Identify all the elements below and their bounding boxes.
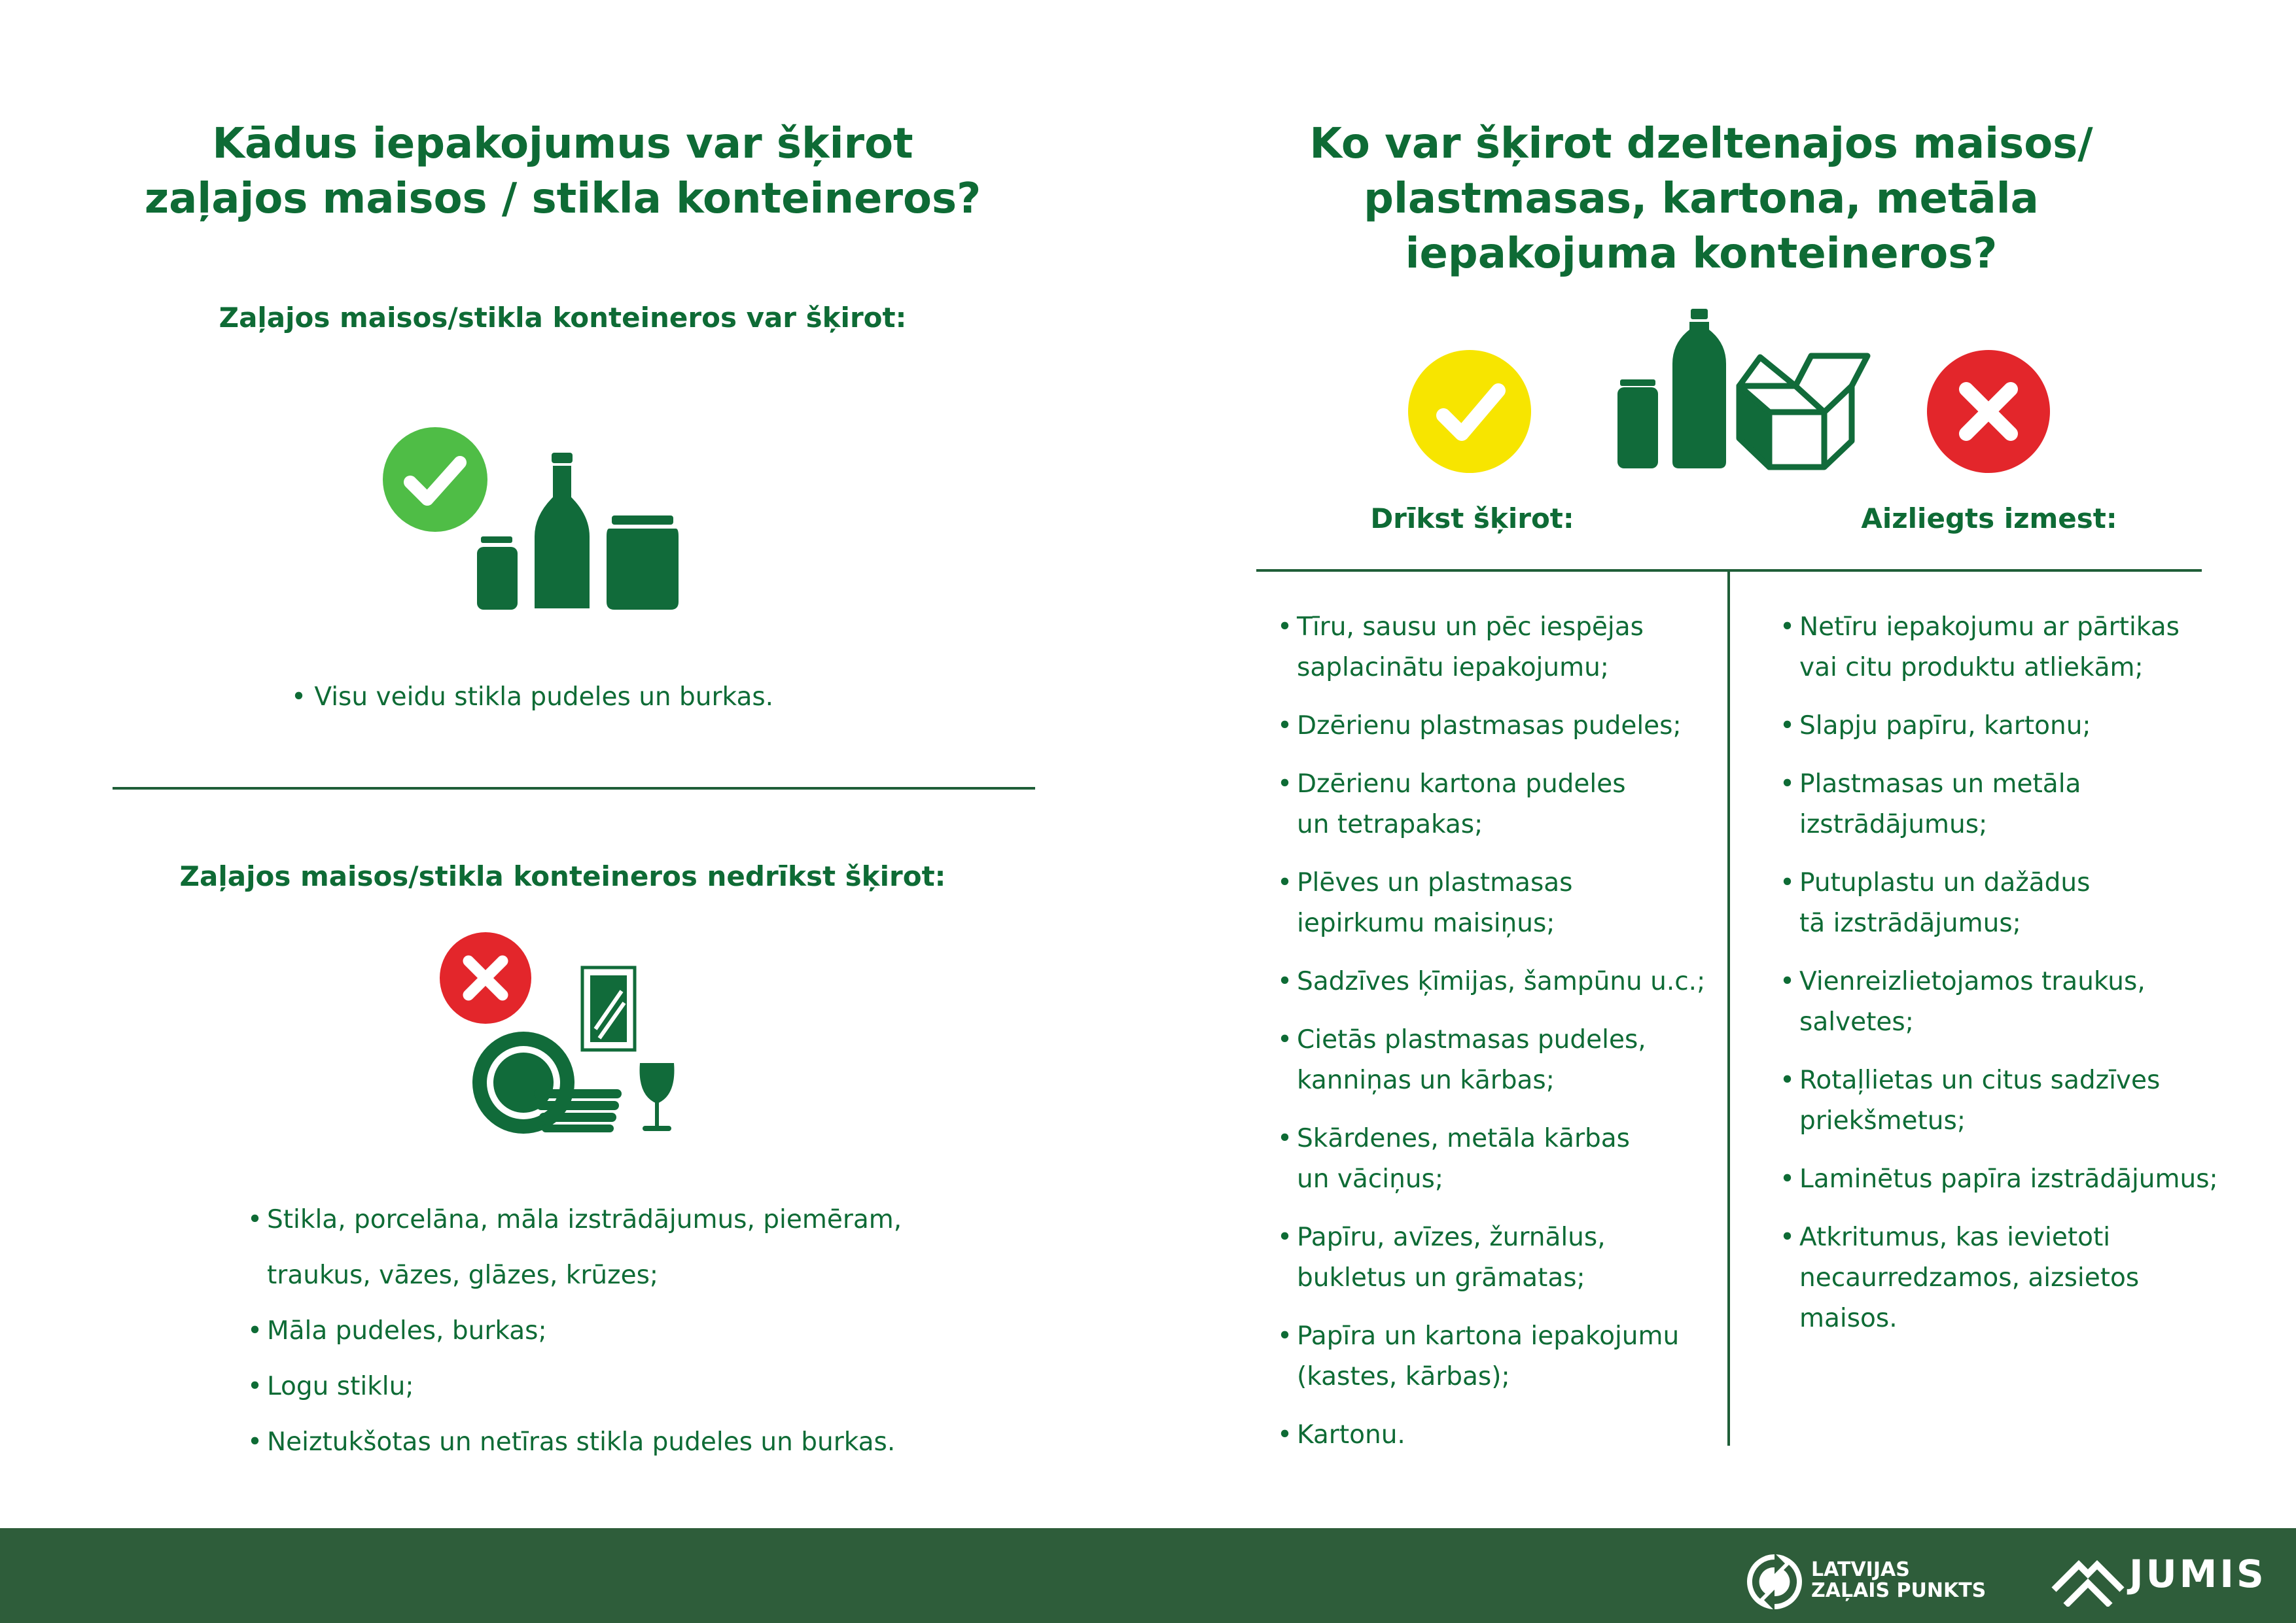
list-item	[1277, 863, 1722, 944]
list-item-line: salvetes;	[1799, 1007, 1914, 1037]
footer-jumis-wordmark: JUMIS	[2129, 1552, 2267, 1596]
list-item	[1277, 1415, 1722, 1456]
list-item	[1277, 607, 1722, 688]
list-item	[1780, 1217, 2225, 1339]
green-dot-logo	[1746, 1553, 1803, 1611]
list-item-line: tā izstrādājumus;	[1799, 909, 2021, 938]
list-item-line: bukletus un grāmatas;	[1297, 1263, 1585, 1293]
plates-window-wineglass-icon	[471, 965, 694, 1135]
left-title-line2: zaļajos maisos / stikla konteineros?	[144, 175, 981, 223]
check-circle-icon	[1408, 350, 1531, 473]
list-item-line: priekšmetus;	[1799, 1106, 1966, 1136]
right-title-line1: Ko var šķirot dzeltenajos maisos/	[1309, 120, 2093, 168]
cross-circle-icon	[1927, 350, 2050, 473]
list-item-line: • Logu stiklu;	[267, 1372, 414, 1401]
left-forbidden-list	[247, 1192, 1033, 1470]
list-item-line: • Skārdenes, metāla kārbas	[1297, 1124, 1630, 1153]
list-item	[247, 1192, 1033, 1303]
check-circle-icon	[383, 427, 487, 532]
list-item	[247, 1303, 1033, 1359]
list-item-line: • Sadzīves ķīmijas, šampūnu u.c.;	[1297, 967, 1706, 996]
list-item-line: • Rotaļlietas un citus sadzīves	[1799, 1066, 2161, 1095]
right-allowed-list	[1277, 607, 1722, 1473]
can-bottle-box-icon	[1615, 307, 1871, 471]
list-item-line: vai citu produktu atliekām;	[1799, 653, 2144, 682]
list-item-line: • Stikla, porcelāna, māla izstrādājumus, piemēram,	[267, 1205, 902, 1234]
list-item-line: • Laminētus papīra izstrādājumus;	[1799, 1164, 2218, 1194]
list-item	[1277, 764, 1722, 845]
list-item	[1277, 706, 1722, 746]
list-item-line: • Neiztukšotas un netīras stikla pudeles un burkas.	[267, 1427, 896, 1457]
list-item-line: traukus, vāzes, glāzes, krūzes;	[267, 1261, 659, 1290]
list-item	[1780, 1159, 2225, 1200]
footer-bar	[0, 1528, 2296, 1623]
list-item-line: izstrādājumus;	[1799, 810, 1988, 839]
list-item	[1780, 764, 2225, 845]
glass-bottles-jars-icon	[474, 451, 680, 612]
list-item	[247, 1359, 1033, 1414]
jumis-logo	[2051, 1550, 2125, 1607]
list-item-line: • Netīru iepakojumu ar pārtikas	[1799, 612, 2180, 642]
list-item	[1277, 1316, 1722, 1397]
list-item-line: necaurredzamos, aizsietos	[1799, 1263, 2140, 1293]
list-item	[247, 1414, 1033, 1470]
list-item-line: • Putuplastu un dažādus	[1799, 868, 2091, 898]
list-item-line: • Tīru, sausu un pēc iespējas	[1297, 612, 1644, 642]
list-item-line: • Plastmasas un metāla	[1799, 769, 2081, 799]
list-item-line: • Papīra un kartona iepakojumu	[1297, 1321, 1680, 1351]
right-forbidden-heading: Aizliegts izmest:	[1861, 502, 2117, 534]
list-item	[1780, 1060, 2225, 1142]
list-item	[1780, 706, 2225, 746]
list-item-line: (kastes, kārbas);	[1297, 1362, 1510, 1391]
footer-lzp-line1: LATVIJAS	[1811, 1558, 1910, 1581]
list-item-line: • Kartonu.	[1297, 1420, 1405, 1450]
list-item-line: iepirkumu maisiņus;	[1297, 909, 1555, 938]
list-item-line: • Dzērienu kartona pudeles	[1297, 769, 1626, 799]
list-item-line: • Papīru, avīzes, žurnālus,	[1297, 1223, 1606, 1252]
list-item	[1780, 607, 2225, 688]
list-item-line: • Slapju papīru, kartonu;	[1799, 711, 2091, 741]
right-title-line3: iepakojuma konteineros?	[1405, 230, 1998, 278]
footer-lzp-line2: ZAĻAIS PUNKTS	[1811, 1579, 1987, 1602]
left-title	[65, 116, 1060, 226]
left-forbidden-heading: Zaļajos maisos/stikla konteineros nedrīkst šķirot:	[179, 860, 946, 892]
list-item	[1277, 962, 1722, 1002]
right-title	[1204, 116, 2199, 281]
list-item	[1277, 1020, 1722, 1101]
list-item	[1780, 863, 2225, 944]
list-item	[1780, 962, 2225, 1043]
right-divider-vertical	[1727, 570, 1730, 1446]
list-item-line: un vāciņus;	[1297, 1164, 1443, 1194]
list-item-line: saplacinātu iepakojumu;	[1297, 653, 1609, 682]
list-item-line: • Atkritumus, kas ievietoti	[1799, 1223, 2111, 1252]
right-title-line2: plastmasas, kartona, metāla	[1364, 175, 2039, 223]
list-item-line: un tetrapakas;	[1297, 810, 1483, 839]
list-item-line: • Plēves un plastmasas	[1297, 868, 1573, 898]
list-item-line: • Vienreizlietojamos traukus,	[1799, 967, 2146, 996]
list-item-line: • Dzērienu plastmasas pudeles;	[1297, 711, 1682, 741]
left-title-line1: Kādus iepakojumus var šķirot	[212, 120, 913, 168]
list-item	[1277, 1217, 1722, 1299]
list-item-line: kanniņas un kārbas;	[1297, 1066, 1555, 1095]
left-allowed-item: • Visu veidu stikla pudeles un burkas.	[291, 682, 774, 712]
right-allowed-heading: Drīkst šķirot:	[1370, 502, 1574, 534]
list-item	[1277, 1119, 1722, 1200]
right-forbidden-list	[1780, 607, 2225, 1357]
left-allowed-heading: Zaļajos maisos/stikla konteineros var šķirot:	[219, 302, 907, 334]
list-item-line: • Māla pudeles, burkas;	[267, 1316, 547, 1346]
list-item-line: • Cietās plastmasas pudeles,	[1297, 1025, 1646, 1055]
left-divider	[113, 787, 1035, 790]
list-item-line: maisos.	[1799, 1304, 1898, 1333]
